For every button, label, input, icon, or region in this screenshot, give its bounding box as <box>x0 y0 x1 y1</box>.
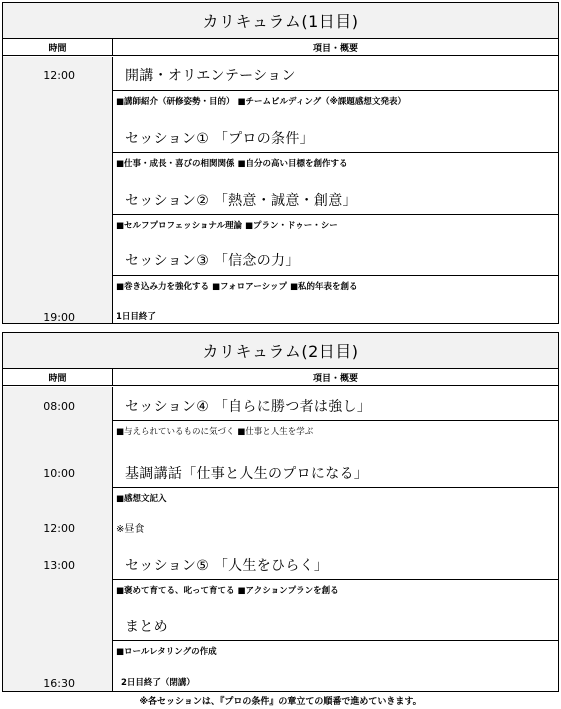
day2-header-time: 時間 <box>3 369 113 385</box>
day2-header-row <box>3 369 558 386</box>
day1-item-column <box>113 57 558 323</box>
day2-time-1630: 16:30 <box>43 677 75 690</box>
day1-session-2: セッション② 「熱意・誠意・創意」 <box>125 193 357 209</box>
day2-time-0800: 08:00 <box>43 400 75 413</box>
day1-session-3: セッション③ 「信念の力」 <box>125 253 300 269</box>
day1-title: カリキュラム(1日目) <box>3 3 558 39</box>
day2-end-note: 2日目終了（閉講） <box>121 678 195 688</box>
day1-note-opening: ■講師紹介（研修姿勢・目的） ■チームビルディング（※課題感想文発表） <box>116 97 406 107</box>
curriculum-day1-table <box>2 2 559 324</box>
day2-item-column <box>113 387 558 691</box>
day2-time-1000: 10:00 <box>43 467 75 480</box>
day2-note-4: ■与えられているものに気づく ■仕事と人生を学ぶ <box>116 427 314 437</box>
day2-note-5: ■褒めて育てる、叱って育てる ■アクションプランを創る <box>116 586 339 596</box>
day1-header-time: 時間 <box>3 39 113 55</box>
day2-session-4: セッション④ 「自らに勝つ者は強し」 <box>125 399 372 415</box>
day1-end-time: 19:00 <box>43 311 75 324</box>
day2-title: カリキュラム(2日目) <box>3 333 558 369</box>
day2-time-column <box>3 387 113 691</box>
day2-time-1300: 13:00 <box>43 559 75 572</box>
day1-note-2: ■セルフプロフェッショナル理論 ■プラン・ドゥー・シー <box>116 221 338 231</box>
day1-session-1: セッション① 「プロの条件」 <box>125 131 314 147</box>
day2-lunch: ※昼食 <box>116 523 145 535</box>
curriculum-day2-table <box>2 332 559 692</box>
day2-session-5: セッション⑤ 「人生をひらく」 <box>125 558 329 574</box>
footer-note: ※各セッションは、『プロの条件』の章立ての順番で進めていきます。 <box>139 697 422 707</box>
day1-note-3: ■巻き込み力を強化する ■フォロアーシップ ■私的年表を創る <box>116 282 358 292</box>
day1-start-time: 12:00 <box>43 69 75 82</box>
day2-header-item: 項目・概要 <box>312 373 358 384</box>
day2-session-summary: まとめ <box>125 619 168 635</box>
day1-header-row <box>3 39 558 56</box>
day2-note-keynote: ■感想文記入 <box>116 494 167 504</box>
day2-session-keynote: 基調講話「仕事と人生のプロになる」 <box>125 466 369 482</box>
day2-time-1200: 12:00 <box>43 522 75 535</box>
day2-note-summary: ■ロールレタリングの作成 <box>116 647 217 657</box>
day1-session-opening: 開講・オリエンテーション <box>125 68 296 84</box>
day1-header-item: 項目・概要 <box>312 43 358 54</box>
day1-time-column <box>3 57 113 323</box>
day1-end-note: 1日目終了 <box>116 312 156 322</box>
day1-note-1: ■仕事・成長・喜びの相関関係 ■自分の高い目標を創作する <box>116 159 348 169</box>
